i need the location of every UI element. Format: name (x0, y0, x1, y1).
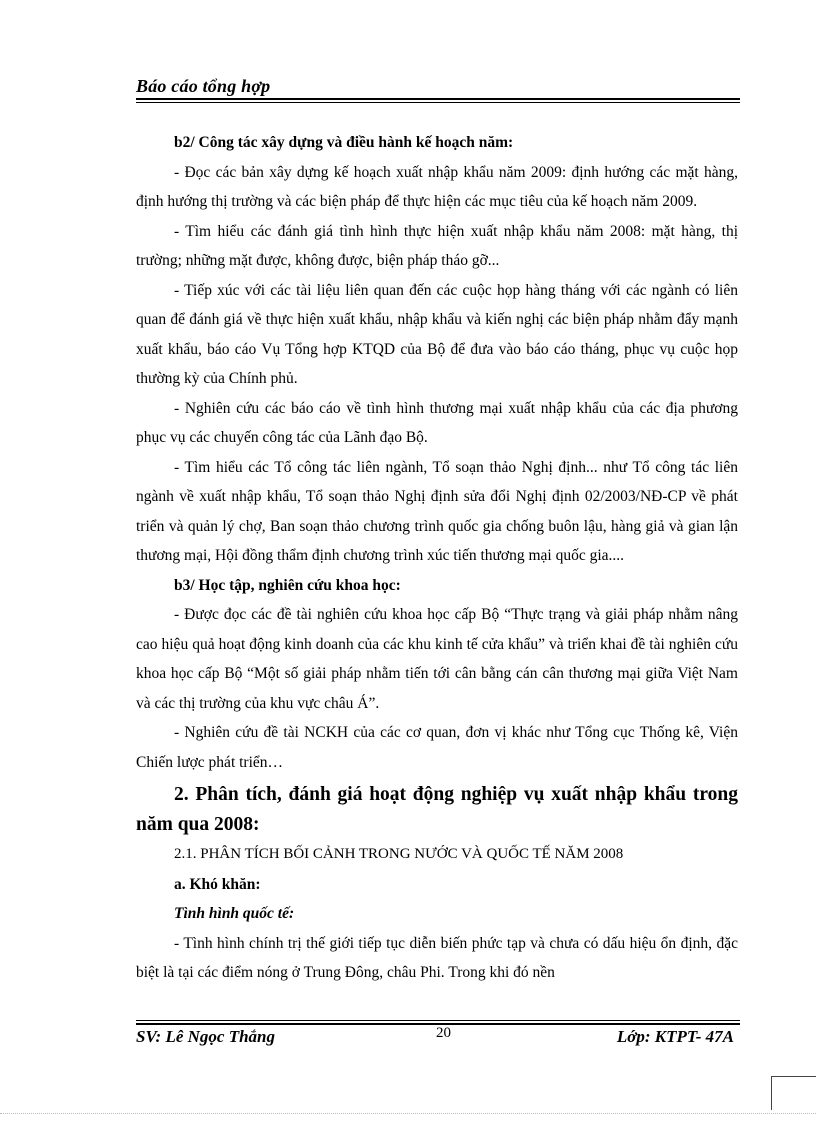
paragraph: - Được đọc các đề tài nghiên cứu khoa học cấp Bộ “Thực trạng và giải pháp nhằm nâng cao hiệu quả hoạt động kinh doanh của các khu kinh tế cửa khẩu” và triển khai đề tài nghiên cứu khoa học cấp Bộ “Một số giải pháp nhằm tiến tới cân bằng cán cân thương mại giữa Việt Nam và các thị trường của khu vực châu Á”. (136, 606, 738, 712)
paragraph: - Tìm hiểu các Tổ công tác liên ngành, Tổ soạn thảo Nghị định... như Tổ công tác liên ngành về xuất nhập khẩu, Tổ soạn thảo Nghị định sửa đổi Nghị định 02/2003/NĐ-CP về phát triển và quản lý chợ, Ban soạn thảo chương trình quốc gia chống buôn lậu, hàng giả và gian lận thương mại, Hội đồng thẩm định chương trình xúc tiến thương mại quốc gia.... (136, 458, 738, 564)
page-number: 20 (436, 1025, 451, 1041)
footer-class: Lớp: KTPT- 47A (616, 1027, 734, 1046)
paragraph: - Tiếp xúc với các tài liệu liên quan đến các cuộc họp hàng tháng với các ngành có liên quan để đánh giá về thực hiện xuất khẩu, nhập khẩu và kiến nghị các biện pháp nhằm đẩy mạnh xuất khẩu, báo cáo Vụ Tổng hợp KTQD của Bộ để đưa vào báo cáo tháng, phục vụ cuộc họp thường kỳ của Chính phủ. (136, 281, 738, 387)
heading-a: a. Khó khăn: (174, 875, 261, 893)
subsection-heading: 2.1. PHÂN TÍCH BỐI CẢNH TRONG NƯỚC VÀ QUỐC TẾ NĂM 2008 (174, 846, 624, 862)
crop-mark-horizontal (771, 1076, 816, 1077)
crop-mark-vertical (771, 1076, 772, 1110)
header-title: Báo cáo tổng hợp (136, 76, 271, 96)
section-heading-b3: b3/ Học tập, nghiên cứu khoa học: (174, 576, 401, 594)
paragraph: - Nghiên cứu đề tài NCKH của các cơ quan, đơn vị khác như Tổng cục Thống kê, Viện Chiến lược phát triển… (136, 724, 738, 771)
paragraph: - Nghiên cứu các báo cáo về tình hình thương mại xuất nhập khẩu của các địa phương phục vụ các chuyến công tác của Lãnh đạo Bộ. (136, 399, 738, 446)
paragraph: - Tình hình chính trị thế giới tiếp tục diễn biến phức tạp và chưa có dấu hiệu ổn định, đặc biệt là tại các điểm nóng ở Trung Đông, châu Phi. Trong khi đó nền (136, 934, 738, 981)
document-body (136, 128, 738, 988)
footer-student: SV: Lê Ngọc Thắng (136, 1027, 275, 1046)
header-rule (136, 98, 740, 103)
heading-international: Tình hình quốc tế: (174, 905, 295, 922)
paragraph: - Đọc các bản xây dựng kế hoạch xuất nhập khẩu năm 2009: định hướng các mặt hàng, định hướng thị trường và các biện pháp để thực hiện các mục tiêu của kế hoạch năm 2009. (136, 163, 738, 210)
paragraph: - Tìm hiểu các đánh giá tình hình thực hiện xuất nhập khẩu năm 2008: mặt hàng, thị trường; những mặt được, không được, biện pháp tháo gỡ... (136, 222, 738, 269)
page-edge-dotted-line (0, 1113, 816, 1114)
chapter-heading: 2. Phân tích, đánh giá hoạt động nghiệp vụ xuất nhập khẩu trong năm qua 2008: (136, 784, 738, 835)
section-heading-b2: b2/ Công tác xây dựng và điều hành kế hoạch năm: (174, 134, 514, 151)
